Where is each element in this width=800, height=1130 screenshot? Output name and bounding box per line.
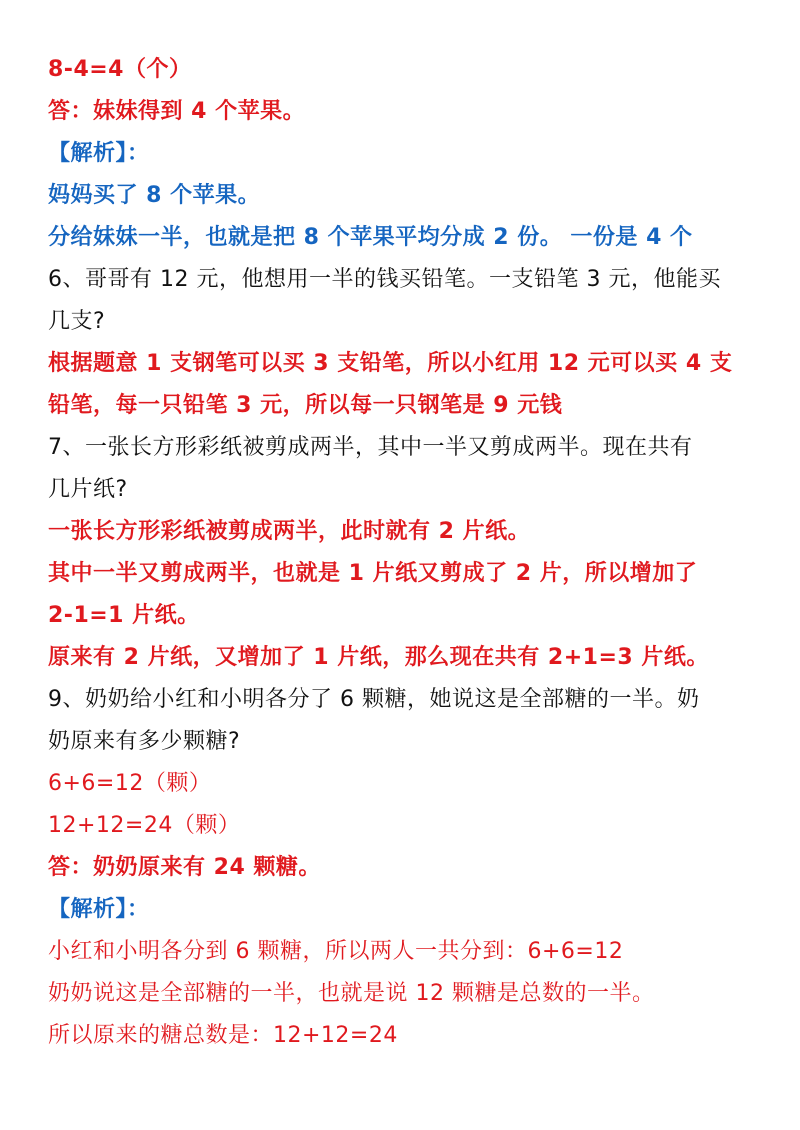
question-6-line-1: 6、哥哥有 12 元，他想用一半的钱买铅笔。一支铅笔 3 元，他能买 (48, 267, 721, 292)
question-9-line-1: 9、奶奶给小红和小明各分了 6 颗糖，她说这是全部糖的一半。奶 (48, 687, 700, 712)
question-9-line-2: 奶原来有多少颗糖? (48, 729, 241, 754)
analysis-9-line-2: 奶奶说这是全部糖的一半，也就是说 12 颗糖是总数的一半。 (48, 981, 655, 1006)
answer-6-line-2: 铅笔，每一只铅笔 3 元，所以每一只钢笔是 9 元钱 (48, 393, 563, 418)
answer-7-line-4: 原来有 2 片纸，又增加了 1 片纸，那么现在共有 2+1=3 片纸。 (48, 645, 709, 670)
answer-6-line-1: 根据题意 1 支钢笔可以买 3 支铅笔，所以小红用 12 元可以买 4 支 (48, 351, 733, 376)
question-7-line-2: 几片纸? (48, 477, 128, 502)
analysis-9-heading: 【解析】： (48, 897, 150, 922)
question-7-line-1: 7、一张长方形彩纸被剪成两半，其中一半又剪成两半。现在共有 (48, 435, 693, 460)
answer-7-line-1: 一张长方形彩纸被剪成两半，此时就有 2 片纸。 (48, 519, 531, 544)
answer-9-line-3: 答：奶奶原来有 24 颗糖。 (48, 855, 321, 880)
answer-9-line-1: 6+6=12（颗） (48, 771, 212, 796)
question-6-line-2: 几支? (48, 309, 106, 334)
text-line-2: 答：妹妹得到 4 个苹果。 (48, 99, 306, 124)
answer-9-line-2: 12+12=24（颗） (48, 813, 241, 838)
text-line-4: 妈妈买了 8 个苹果。 (48, 183, 261, 208)
analysis-9-line-1: 小红和小明各分到 6 颗糖，所以两人一共分到：6+6=12 (48, 939, 624, 964)
answer-7-line-2: 其中一半又剪成两半，也就是 1 片纸又剪成了 2 片，所以增加了 (48, 561, 698, 586)
text-line-1: 8-4=4（个） (48, 57, 192, 82)
answer-7-line-3: 2-1=1 片纸。 (48, 603, 200, 628)
analysis-9-line-3: 所以原来的糖总数是：12+12=24 (48, 1023, 398, 1048)
text-line-5: 分给妹妹一半，也就是把 8 个苹果平均分成 2 份。 一份是 4 个 (48, 225, 693, 250)
text-line-3: 【解析】： (48, 141, 150, 166)
